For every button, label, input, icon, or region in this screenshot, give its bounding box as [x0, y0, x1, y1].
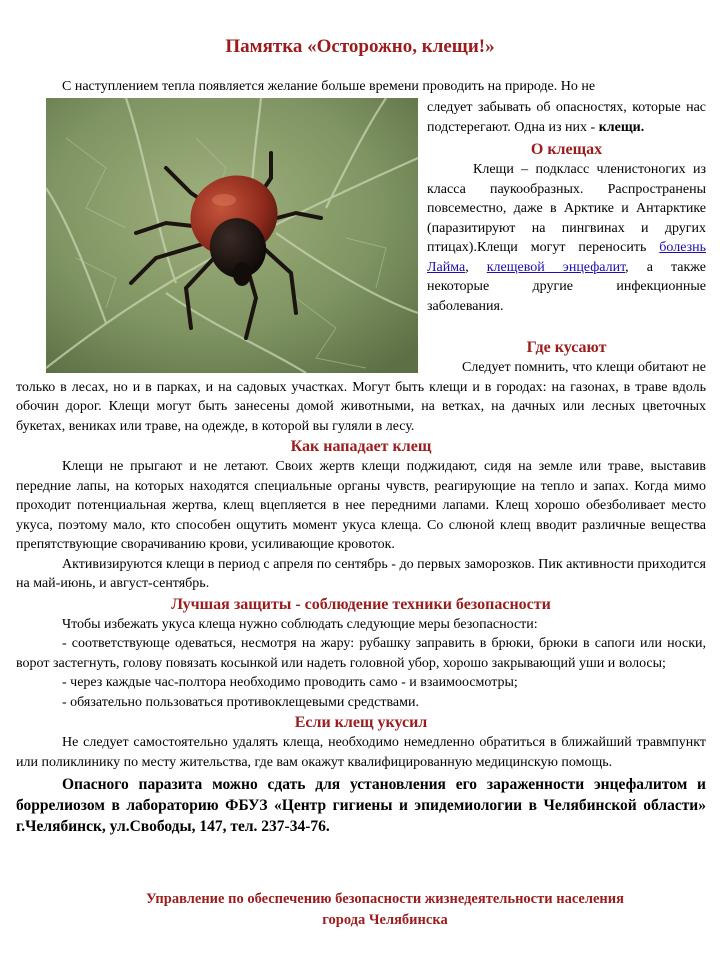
protection-item: - соответствующе одеваться, несмотря на жару: рубашку заправить в брюки, брюки в сапоги или носки, ворот застегнуть, голову повязать косынкой или надеть головной убор, хорошо закрывающий уши и волосы; — [16, 636, 706, 671]
attack-paragraph-1: Клещи не прыгают и не летают. Своих жертв клещи поджидают, сидя на земле или траве, выставив передние лапы, на которых находятся специальные органы чувств, реагирующие на тепло и запах. Когда мимо проходит потенциальная жертва, клещ вцепляется в нее передними лапами. Клещ хорошо обезболивает место укуса, поэтому мало, кто способен ощутить момент укуса клеща. Со слюной клещ вводит различные вещества препятствующие сворачиванию крови, усиливающие кровоток. — [16, 459, 706, 552]
footer-line-1: Управление по обеспечению безопасности жизнедеятельности населения — [145, 891, 624, 907]
bitten-paragraph: Не следует самостоятельно удалять клеща, необходимо немедленно обратиться в ближайший травмпункт или поликлинику по месту жительства, где вам окажут квалифицированную медицинскую помощь. — [16, 735, 706, 770]
about-paragraph — [427, 160, 706, 316]
intro-block — [16, 77, 706, 97]
about-link-separator: , — [465, 259, 469, 275]
heading-attack: Как нападает клещ — [290, 438, 432, 455]
heading-where: Где кусают — [526, 339, 607, 356]
tick-photo — [46, 98, 418, 373]
footer-line-2: города Челябинска — [322, 912, 448, 928]
heading-protection: Лучшая защиты - соблюдение техники безопасности — [171, 595, 551, 613]
intro-rest-bold: клещи. — [598, 119, 645, 135]
page-title: Памятка «Осторожно, клещи!» — [225, 36, 495, 57]
tick-on-leaf-photo-icon — [46, 98, 418, 373]
footer — [0, 889, 720, 931]
attack-paragraph-2: Активизируются клещи в период с апреля по сентябрь - до первых заморозков. Пик активности приходится на май-июнь, и август-сентябрь. — [16, 556, 706, 591]
where-paragraph: Следует помнить, что клещи обитают не только в лесах, но и в парках, и на садовых участках. Могут быть клещи и в городах: на газонах, в траве вдоль обочин дорог. Клещи могут быть занесены домой животными, на ветках, на дачных или лесных цветочных букетах, вениках или траве, на одежде, в которой вы гуляли в лесу. — [16, 360, 706, 434]
intro-rest: следует забывать об опасностях, которые нас подстерегают. Одна из них - — [427, 100, 706, 135]
about-text-before: Клещи – подкласс членистоногих из класса паукообразных. Распространены повсеместно, даже в Арктике и Антарктике (паразитируют на пингвинах и других птицах).Клещи могут переносить — [427, 162, 706, 255]
main-content — [16, 337, 706, 837]
heading-bitten: Если клещ укусил — [294, 714, 428, 731]
heading-about: О клещах — [530, 141, 603, 158]
protection-item: - через каждые час-полтора необходимо проводить само - и взаимоосмотры; — [62, 675, 518, 690]
lyme-disease-link[interactable]: болезнь Лайма — [427, 240, 706, 275]
intro-paragraph — [427, 98, 706, 137]
tick-encephalitis-link[interactable]: клещевой энцефалит — [486, 259, 626, 275]
protection-item: - обязательно пользоваться противоклещевыми средствами. — [62, 694, 419, 710]
about-text-after: , а также некоторые другие инфекционные заболевания. — [427, 259, 706, 314]
right-column — [427, 98, 706, 316]
protection-intro: Чтобы избежать укуса клеща нужно соблюдать следующие меры безопасности: — [62, 616, 538, 632]
lab-paragraph: Опасного паразита можно сдать для установления его зараженности энцефалитом и боррелиозом в лабораторию ФБУЗ «Центр гигиены и эпидемиологии в Челябинской области» г.Челябинск, ул.Свободы, 147, тел. 237-34-76. — [16, 776, 706, 835]
intro-first-line: С наступлением тепла появляется желание больше времени проводить на природе. Но не — [62, 79, 596, 94]
